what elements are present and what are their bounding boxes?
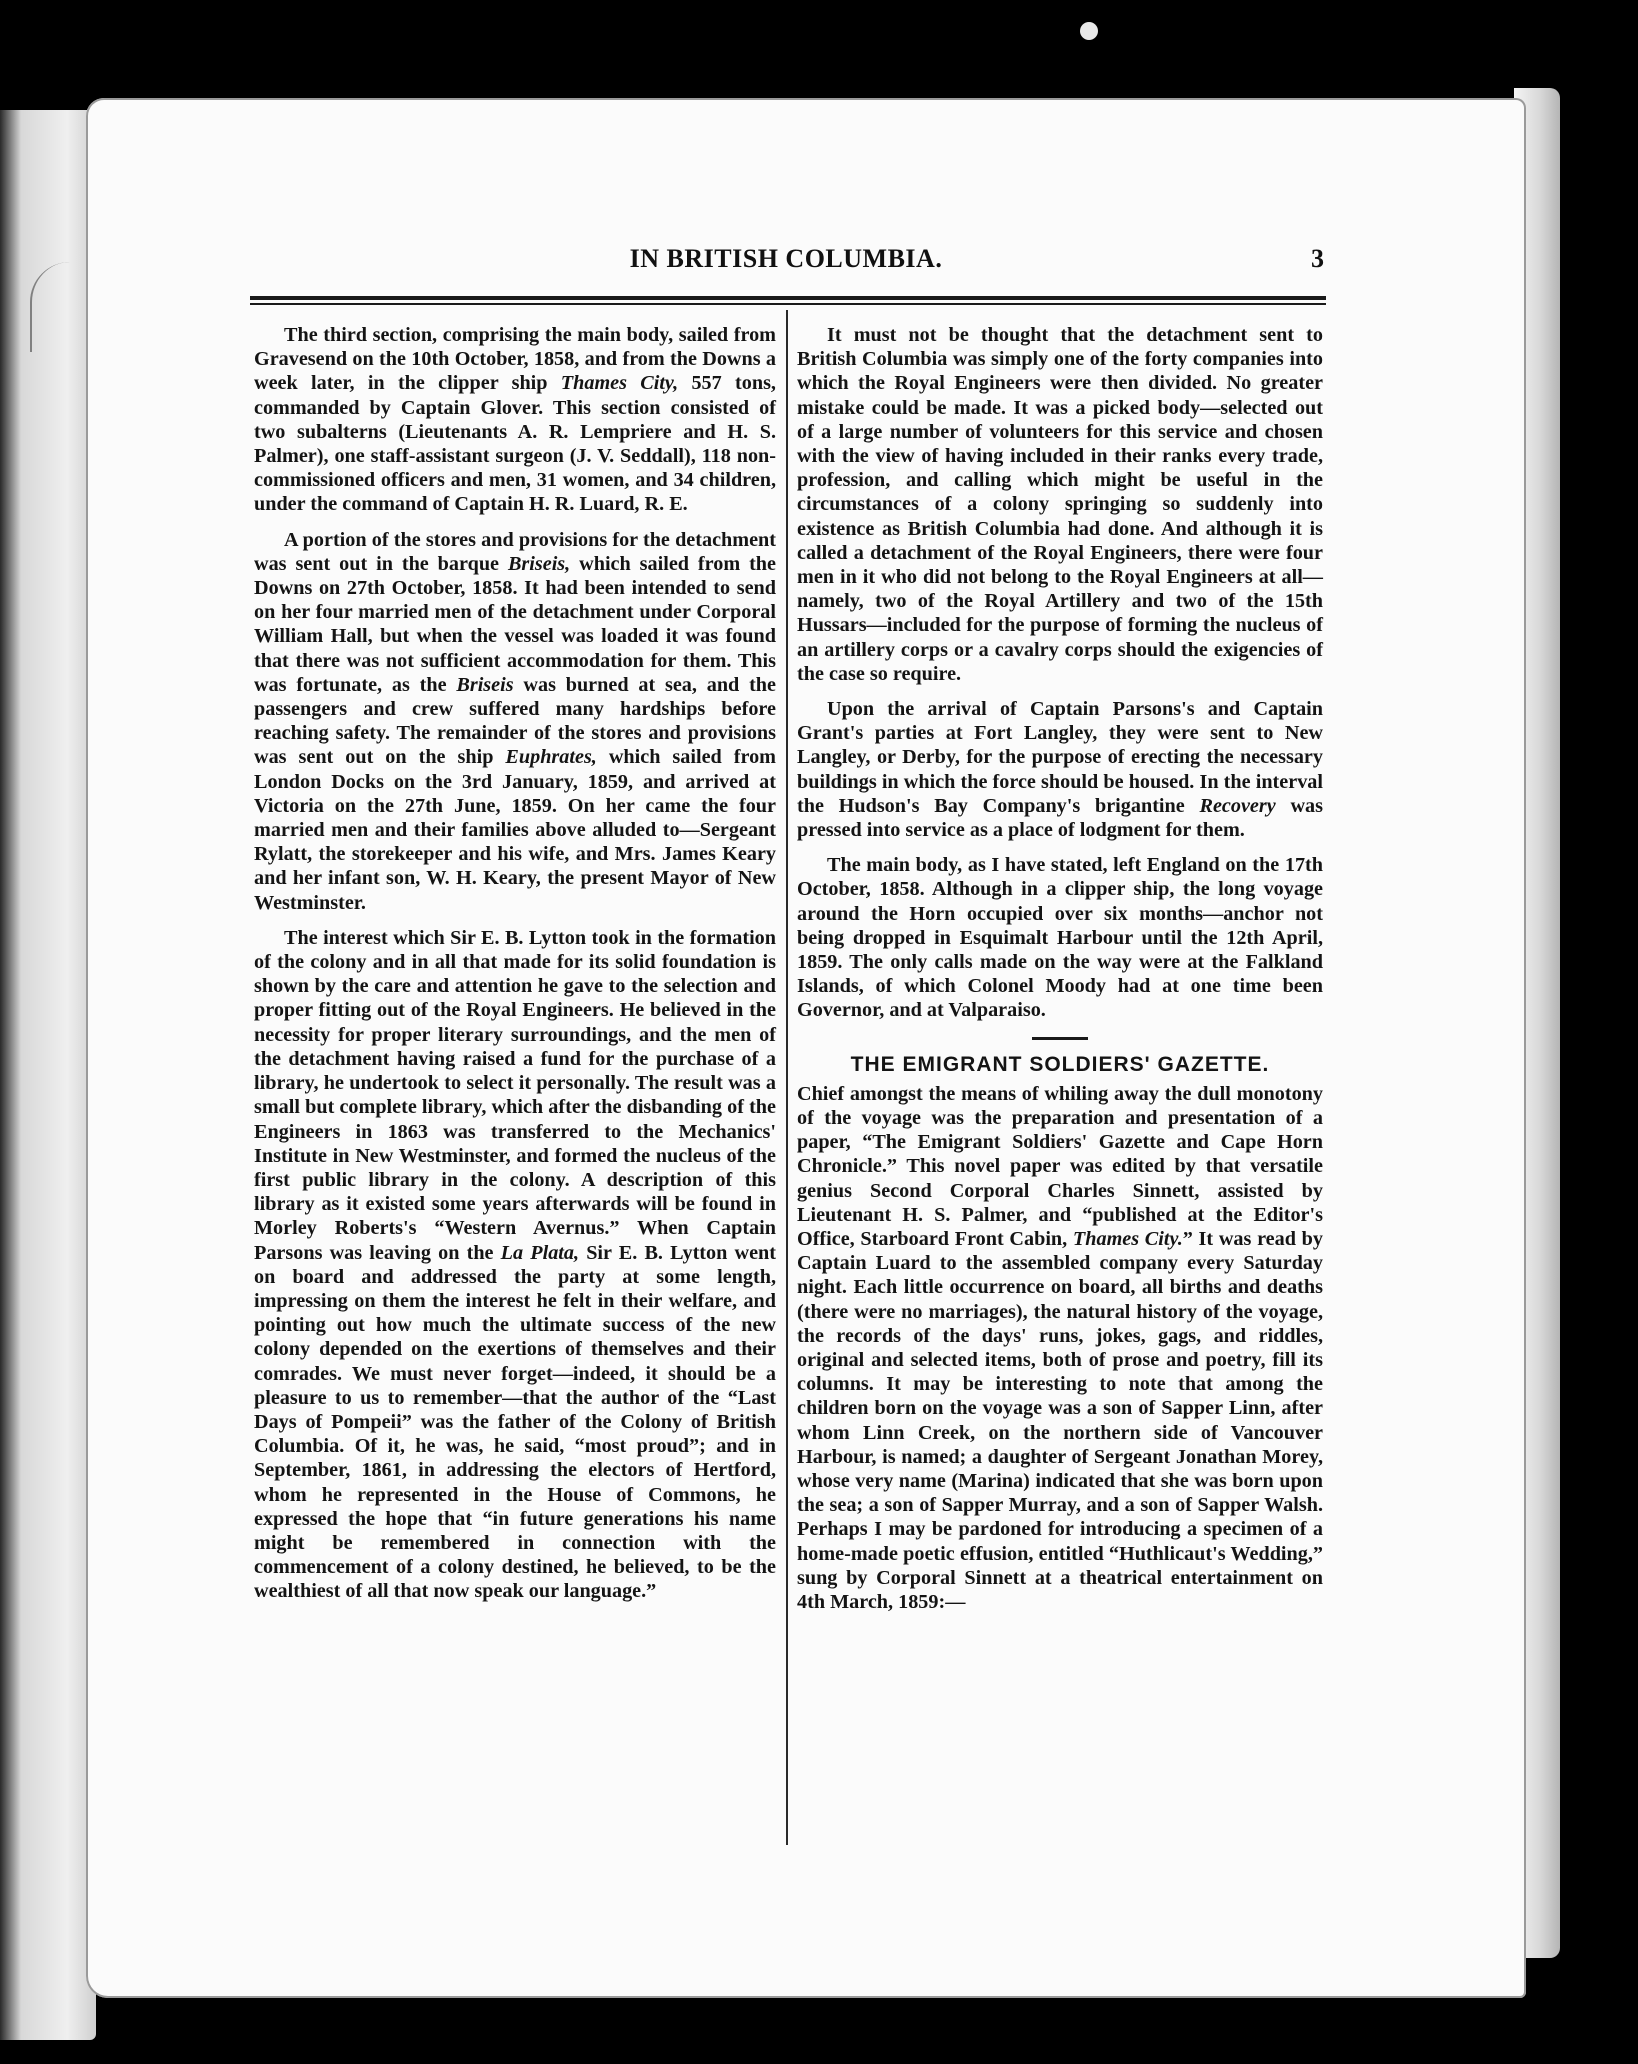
ship-name: La Plata, bbox=[500, 1241, 580, 1264]
paragraph: Chief amongst the means of whiling away the dull monotony of the voyage was the preparation and presentation of a paper, “The Emigrant Soldiers' Gazette and Cape Horn Chronicle.” This novel paper was edited by that versatile genius Second Corporal Charles Sinnett, assisted by Lieutenant H. S. Palmer, and “published at the Editor's Office, Starboard Front Cabin, Thames City.” It was read by Captain Luard to the assembled company every Saturday night. Each little occurrence on board, all births and deaths (there were no marriages), the natural history of the voyage, the records of the days' runs, jokes, gags, and riddles, original and selected items, both of prose and poetry, fill its columns. It may be interesting to note that among the children born on the voyage was a son of Sapper Linn, after whom Linn Creek, on the northern side of Vancouver Harbour, is named; a daughter of Sergeant Jonathan Morey, whose very name (Marina) indicated that she was born upon the sea; a son of Sapper Murray, and a son of Sapper Walsh. Perhaps I may be pardoned for introducing a specimen of a home-made poetic effusion, entitled “Huthlicaut's Wedding,” sung by Corporal Sinnett at a theatrical entertainment on 4th March, 1859:— bbox=[797, 1082, 1323, 1613]
page-number: 3 bbox=[1311, 244, 1324, 273]
paragraph: The main body, as I have stated, left England on the 17th October, 1858. Although in a clipper ship, the long voyage around the Horn occupied over six months—anchor not being dropped in Esquimalt Harbour until the 12th April, 1859. The only calls made on the way were at the Falkland Islands, of which Colonel Moody had at one time been Governor, and at Valparaiso. bbox=[797, 854, 1323, 1022]
ship-name: Euphrates, bbox=[505, 746, 597, 769]
running-head bbox=[248, 244, 1324, 280]
section-rule bbox=[1032, 1037, 1088, 1040]
paragraph: A portion of the stores and provisions for the detachment was sent out in the barque Briseis, which sailed from the Downs on 27th October, 1858. It had been intended to send on her four married men of the detachment under Corporal William Hall, but when the vessel was loaded it was found that there was not sufficient accommodation for them. This was fortunate, as the Briseis was burned at sea, and the passengers and crew suffered many hardships before reaching safety. The remainder of the stores and provisions was sent out on the ship Euphrates, which sailed from London Docks on the 3rd January, 1859, and arrived at Victoria on the 27th June, 1859. On her came the four married men and their families above alluded to—Sergeant Rylatt, the storekeeper and his wife, and Mrs. James Keary and her infant son, W. H. Keary, the present Mayor of New Westminster. bbox=[254, 528, 776, 914]
column-divider bbox=[786, 310, 788, 1845]
paragraph: It must not be thought that the detachment sent to British Columbia was simply one of the forty companies into which the Royal Engineers were then divided. No greater mistake could be made. It was a picked body—selected out of a large number of volunteers for this service and chosen with the view of having included in their ranks every trade, profession, and calling which might be useful in the circumstances of a colony springing so suddenly into existence as British Columbia had done. And although it is called a detachment of the Royal Engineers, there were four men in it who did not belong to the Royal Engineers at all—namely, two of the Royal Artillery and two of the 15th Hussars—included for the purpose of forming the nucleus of an artillery corps or a cavalry corps should the exigencies of the case so require. bbox=[797, 324, 1323, 685]
ship-name: Briseis, bbox=[507, 552, 571, 575]
header-rule-thin bbox=[250, 303, 1326, 305]
ship-name: Briseis bbox=[456, 673, 514, 696]
paragraph: Upon the arrival of Captain Parsons's and Captain Grant's parties at Fort Langley, they were sent to New Langley, or Derby, for the purpose of erecting the necessary buildings in which the force should be housed. In the interval the Hudson's Bay Company's brigantine Recovery was pressed into service as a place of lodgment for them. bbox=[797, 698, 1323, 842]
section-heading: THE EMIGRANT SOLDIERS' GAZETTE. bbox=[850, 1052, 1270, 1076]
dust-speck bbox=[1080, 22, 1098, 40]
ship-name: Thames City, bbox=[560, 372, 679, 395]
paragraph: The interest which Sir E. B. Lytton took in the formation of the colony and in all that made for its solid foundation is shown by the care and attention he gave to the selection and proper fitting out of the Royal Engineers. He believed in the necessity for proper literary surroundings, and the men of the detachment having raised a fund for the purchase of a library, he undertook to select it personally. The result was a small but complete library, which after the disbanding of the Engineers in 1863 was transferred to the Mechanics' Institute in New Westminster, and formed the nucleus of the first public library in the colony. A description of this library as it existed some years afterwards will be found in Morley Roberts's “Western Avernus.” When Captain Parsons was leaving on the La Plata, Sir E. B. Lytton went on board and addressed the party at some length, impressing on them the interest he felt in their welfare, and pointing out how much the ultimate success of the new colony depended on the exertions of themselves and their comrades. We must never forget—indeed, it should be a pleasure to us to remember—that the author of the “Last Days of Pompeii” was the father of the Colony of British Columbia. Of it, he was, he said, “most proud”; and in September, 1861, in addressing the electors of Hertford, whom he represented in the House of Commons, he expressed the hope that “in future generations his name might be remembered in connection with the commencement of a colony destined, he believed, to be the wealthiest of all that now speak our language.” bbox=[254, 926, 776, 1603]
right-column bbox=[797, 323, 1323, 1625]
ship-name: Thames City. bbox=[1072, 1227, 1183, 1250]
left-page-edge bbox=[0, 110, 96, 2040]
paragraph: The third section, comprising the main body, sailed from Gravesend on the 10th October, 1858, and from the Downs a week later, in the clipper ship Thames City, 557 tons, commanded by Captain Glover. This section consisted of two subalterns (Lieutenants A. R. Lempriere and H. S. Palmer), one staff-assistant surgeon (J. V. Seddall), 118 non-commissioned officers and men, 31 women, and 34 children, under the command of Captain H. R. Luard, R. E. bbox=[254, 324, 776, 516]
left-column bbox=[254, 323, 776, 1615]
ship-name: Recovery bbox=[1199, 794, 1276, 817]
header-rule bbox=[250, 296, 1326, 300]
running-title: IN BRITISH COLUMBIA. bbox=[629, 244, 943, 273]
